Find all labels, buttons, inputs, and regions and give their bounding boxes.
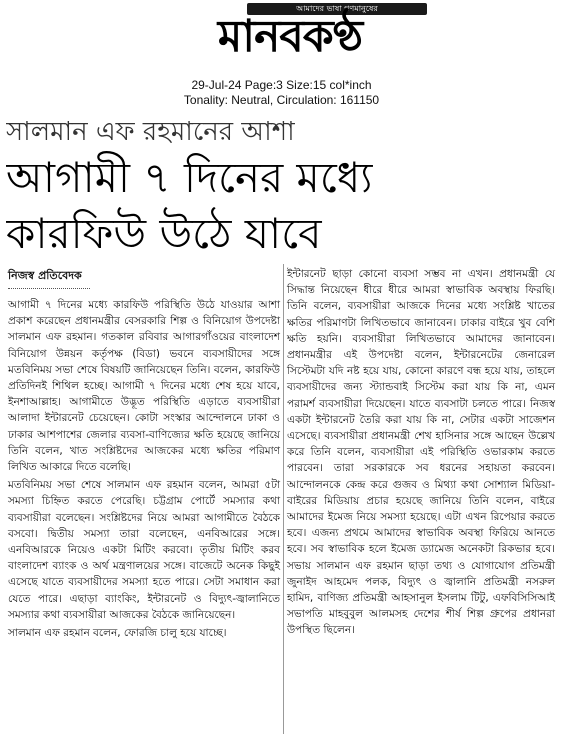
clipping-meta-tonality: Tonality: Neutral, Circulation: 161150 xyxy=(183,93,380,107)
masthead-tagline: আমাদের ভাষা গণমানুষের xyxy=(247,3,427,15)
headline-line-2: কারফিউ উঠে যাবে xyxy=(6,209,322,258)
article-headline xyxy=(6,150,556,262)
column-divider xyxy=(283,264,284,734)
paragraph: সালমান এফ রহমান বলেন, ফোরজি চালু হয়ে যাচ্ছে। xyxy=(8,627,227,640)
paragraph: আগামী ৭ দিনের মধ্যে কারফিউ পরিস্থিতি উঠে যাওয়ার আশা প্রকাশ করেছেন প্রধানমন্ত্রীর বেসরকারি শিল্প ও বিনিয়োগ উপদেষ্টা সালমান এফ রহমান। গতকাল রবিবার আগারগাঁওয়ের বাংলাদেশ বিনিয়োগ উন্নয়ন কর্তৃপক্ষ (বিডা) ভবনে ব্যবসায়ীদের সঙ্গে মতবিনিময় সভা শেষে বিষয়টি জানিয়েছেন তিনি। বলেন, কারফিউ প্রতিদিনই শিথিল হচ্ছে। আগামী ৭ দিনের মধ্যে শেষ হয়ে যাবে, ইনশাআল্লাহ। আগামীতে উদ্ভূত পরিস্থিতি এড়াতে ব্যবসায়ীরা আলাদা ইন্টারনেট চেয়েছেন। কোটা সংস্কার আন্দোলনে ঢাকা ও ঢাকার আশপাশের জেলার ব্যবসা-বাণিজ্যের ক্ষতি হয়েছে জানিয়ে তিনি বলেন, খাত সংশ্লিষ্টদের আজকের মধ্যে ক্ষতির পরিমাণ লিখিত আকারে দিতে বলেছি। xyxy=(8,299,280,474)
headline-line-1: আগামী ৭ দিনের মধ্যে xyxy=(6,153,373,202)
paragraph: মতবিনিময় সভা শেষে সালমান এফ রহমান বলেন, আমরা ৫টা সমস্যা চিহ্নিত করতে পেরেছি। চট্টগ্রাম পোর্টে সমস্যার কথা ব্যবসায়ীরা বলেছেন। সংশ্লিষ্টদের নিয়ে আমরা আগামীতে বৈঠকে বসবো। দ্বিতীয় সমস্যা তারা বলেছেন, এনবিআরের সঙ্গে। এনবিআরকে নিয়েও একটা মিটিং করবো। তৃতীয় মিটিং করব বাংলাদেশ ব্যাংক ও অর্থ মন্ত্রণালয়ের সঙ্গে। বাজেটে অনেক কিছুই এসেছে যাতে ব্যবসায়ীদের সমস্যা হতে পারে। সেটা সমাধান করা যেতে পারে। এছাড়া ব্যাংকিং, ইন্টারনেট ও বিদ্যুৎ-জ্বালানিতে সমস্যার কথা ব্যবসায়ীরা আজকের বৈঠকে জানিয়েছেন। xyxy=(8,479,280,621)
byline: নিজস্ব প্রতিবেদক xyxy=(8,269,82,282)
newspaper-logo: মানবকণ্ঠ xyxy=(217,11,363,62)
clipping-meta-date-size: 29-Jul-24 Page:3 Size:15 col*inch xyxy=(191,78,372,92)
article-column-right xyxy=(287,266,555,641)
article-column-left xyxy=(8,268,280,643)
article-kicker: সালমান এফ রহমানের আশা xyxy=(6,117,295,147)
paragraph: ইন্টারনেট ছাড়া কোনো ব্যবসা সম্ভব না এখন। প্রধানমন্ত্রী যে সিদ্ধান্ত নিয়েছেন ধীরে ধীরে আমরা স্বাভাবিক অবস্থায় ফিরছি। তিনি বলেন, ব্যবসায়ীরা আজকে দিনের মধ্যে সংশ্লিষ্ট খাতের ক্ষতির পরিমাণটা লিখিতভাবে জানাবেন। ঢাকার বাইরে খুব বেশি ক্ষতি হয়নি। ব্যবসায়ীরা লিখিতভাবে আমাদের জানাবেন। প্রধানমন্ত্রীর এই উপদেষ্টা বলেন, ইন্টারনেটের জেনারেল সিস্টেমটা যদি নষ্ট হয়ে যায়, কোনো কারণে বন্ধ হয়ে যায়, তাহলে ব্যবসায়ীদের জন্য স্ট্যান্ডবাই সিস্টেম করা যায় কি না, এমন পরামর্শ ব্যবসায়ীরা দিয়েছেন। যাতে ব্যবসাটা চলতে পারে। নিজস্ব একটা ইন্টারনেট তৈরি করা যায় কি না, সেটার একটা সাজেশন এসেছে। ব্যবসায়ীরা প্রধানমন্ত্রী শেখ হাসিনার সঙ্গে আছেন উল্লেখ করে তিনি বলেন, ব্যবসায়ীরা এই পরিস্থিতি ওভারকাম করতে পারবেন। তারা সরকারকে সব ধরনের সহায়তা করবেন। আন্দোলনকে কেন্দ্র করে গুজব ও মিথ্যা কথা সোশ্যাল মিডিয়া-বাইরের মিডিয়ায় প্রচার হয়েছে জানিয়ে তিনি বলেন, বাইরে আমাদের ইমেজ নিয়ে সমস্যা হয়েছে। এটা এখন রিপেয়ার করতে হবে। এজন্য প্রথমে আমাদের স্বাভাবিক অবস্থা ফিরিয়ে আনতে হবে। সব স্বাভাবিক হলে ইমেজ ড্যামেজ অনেকটা রিকভার হবে। সভায় সালমান এফ রহমান ছাড়া তথ্য ও যোগাযোগ প্রতিমন্ত্রী জুনাইদ আহমেদ পলক, বিদ্যুৎ ও জ্বালানি প্রতিমন্ত্রী নসরুল হামিদ, বাণিজ্য প্রতিমন্ত্রী আহসানুল ইসলাম টিটু, এফবিসিসিআই সভাপতি মাহবুবুল আলমসহ দেশের শীর্ষ শিল্প গ্রুপের প্রধানরা উপস্থিত ছিলেন। xyxy=(287,268,555,637)
byline-rule xyxy=(8,288,90,289)
masthead xyxy=(0,0,563,72)
